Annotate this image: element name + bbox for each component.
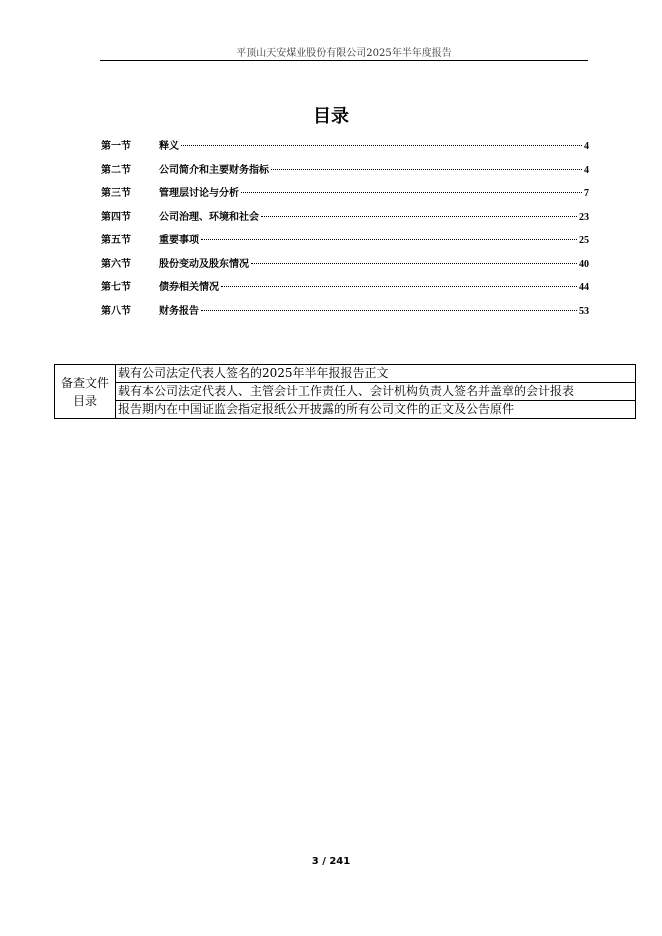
toc-page-number: 23 — [579, 211, 589, 223]
toc-section-number: 第五节 — [101, 235, 131, 246]
toc-entry[interactable] — [101, 302, 589, 326]
toc-page-number: 4 — [584, 141, 589, 152]
toc-leader-dots — [241, 192, 582, 193]
toc-entry[interactable] — [101, 208, 589, 232]
toc-section-name: 释义 — [159, 141, 179, 152]
toc-leader-dots — [261, 216, 577, 217]
toc-page-number: 53 — [579, 305, 589, 317]
toc-entry[interactable] — [101, 231, 589, 255]
toc-page-number: 44 — [579, 282, 589, 293]
toc-section-name: 公司简介和主要财务指标 — [159, 164, 269, 176]
reference-file-item: 载有公司法定代表人签名的2025年半年报报告正文 — [116, 365, 636, 383]
toc-title: 目录 — [313, 106, 349, 127]
toc-entry[interactable] — [101, 255, 589, 279]
reference-files-label — [55, 365, 116, 419]
toc-section-number: 第三节 — [101, 188, 131, 199]
toc-entry[interactable] — [101, 137, 589, 161]
toc-page-number: 40 — [579, 258, 589, 270]
toc-leader-dots — [251, 263, 577, 264]
toc-section-name: 公司治理、环境和社会 — [159, 211, 259, 223]
toc-leader-dots — [181, 145, 582, 146]
table-row — [55, 365, 636, 383]
reference-file-item: 载有本公司法定代表人、主管会计工作责任人、会计机构负责人签名并盖章的会计报表 — [116, 383, 636, 401]
toc-section-number: 第二节 — [101, 164, 131, 176]
toc-section-name: 股份变动及股东情况 — [159, 258, 249, 270]
toc-leader-dots — [201, 310, 577, 311]
header-divider — [100, 60, 588, 61]
reference-files-table — [54, 364, 636, 419]
table-of-contents — [101, 137, 589, 325]
toc-leader-dots — [221, 286, 577, 287]
toc-page-number: 7 — [584, 188, 589, 199]
toc-section-name: 财务报告 — [159, 305, 199, 317]
toc-entry[interactable] — [101, 184, 589, 208]
toc-section-number: 第八节 — [101, 305, 131, 317]
toc-section-number: 第六节 — [101, 258, 131, 270]
toc-page-number: 4 — [584, 164, 589, 176]
toc-leader-dots — [201, 239, 577, 240]
toc-page-number: 25 — [579, 235, 589, 246]
toc-section-name: 重要事项 — [159, 235, 199, 246]
reference-files-label-line2: 目录 — [72, 393, 97, 408]
toc-entry[interactable] — [101, 161, 589, 185]
toc-section-number: 第七节 — [101, 282, 131, 293]
running-header: 平顶山天安煤业股份有限公司2025年半年度报告 — [236, 48, 452, 59]
toc-section-number: 第四节 — [101, 211, 131, 223]
page-number: 3 / 241 — [311, 856, 351, 867]
toc-entry[interactable] — [101, 278, 589, 302]
toc-leader-dots — [271, 169, 582, 170]
reference-file-item: 报告期内在中国证监会指定报纸公开披露的所有公司文件的正文及公告原件 — [116, 401, 636, 419]
table-row — [55, 401, 636, 419]
toc-section-name: 债券相关情况 — [159, 282, 219, 293]
toc-section-number: 第一节 — [101, 141, 131, 152]
table-row — [55, 383, 636, 401]
toc-section-name: 管理层讨论与分析 — [159, 188, 239, 199]
reference-files-label-line1: 备查文件 — [60, 375, 109, 390]
